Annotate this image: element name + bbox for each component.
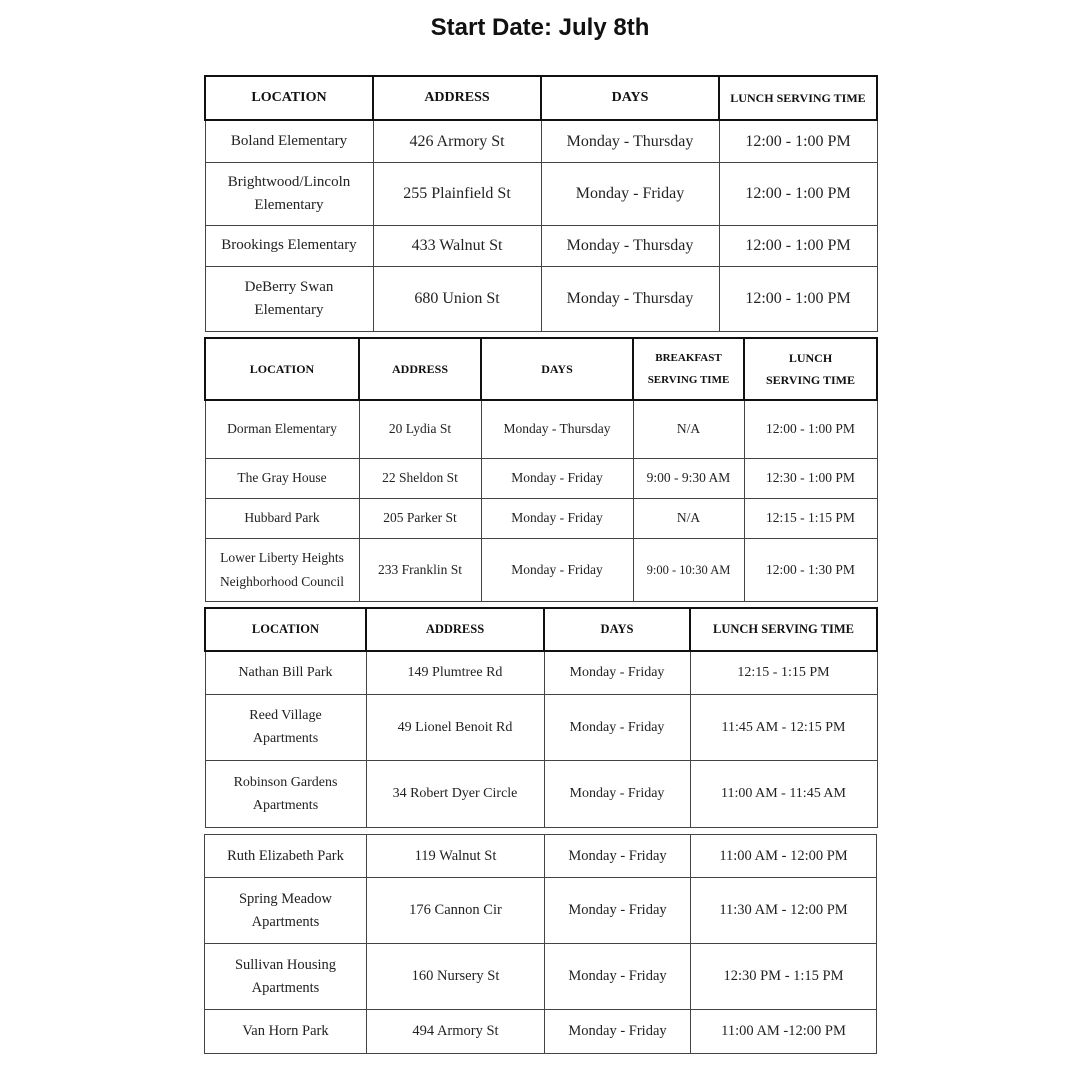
cell-address: 233 Franklin St xyxy=(359,538,481,601)
col-header-breakfast-time: BREAKFAST SERVING TIME xyxy=(633,338,744,400)
cell-address: 176 Cannon Cir xyxy=(367,878,545,944)
table-row xyxy=(205,835,877,878)
cell-address: 205 Parker St xyxy=(359,498,481,538)
table-row xyxy=(205,400,877,458)
cell-days: Monday - Friday xyxy=(481,538,633,601)
schedule-table-2 xyxy=(204,337,878,602)
cell-days: Monday - Friday xyxy=(545,944,691,1010)
cell-location: Lower Liberty Heights Neighborhood Council xyxy=(205,538,359,601)
cell-lunch-time: 12:00 - 1:00 PM xyxy=(744,400,877,458)
col-header-days: DAYS xyxy=(541,76,719,120)
table-row xyxy=(205,651,877,694)
cell-days: Monday - Friday xyxy=(545,1010,691,1054)
cell-days: Monday - Friday xyxy=(481,498,633,538)
table-row xyxy=(205,694,877,760)
cell-days: Monday - Friday xyxy=(545,835,691,878)
cell-lunch-time: 12:30 PM - 1:15 PM xyxy=(691,944,877,1010)
table-row xyxy=(205,498,877,538)
cell-breakfast-time: N/A xyxy=(633,400,744,458)
cell-breakfast-time: 9:00 - 9:30 AM xyxy=(633,458,744,498)
cell-location: Robinson Gardens Apartments xyxy=(205,760,366,827)
col-header-lunch-time: LUNCH SERVING TIME xyxy=(690,608,877,651)
cell-lunch-time: 12:00 - 1:30 PM xyxy=(744,538,877,601)
cell-days: Monday - Friday xyxy=(544,651,690,694)
table-header-row xyxy=(205,608,877,651)
col-header-location: LOCATION xyxy=(205,338,359,400)
cell-address: 119 Walnut St xyxy=(367,835,545,878)
table-row xyxy=(205,458,877,498)
cell-lunch-time: 11:30 AM - 12:00 PM xyxy=(691,878,877,944)
cell-lunch-time: 12:30 - 1:00 PM xyxy=(744,458,877,498)
table-row xyxy=(205,538,877,601)
cell-lunch-time: 11:00 AM - 12:00 PM xyxy=(691,835,877,878)
cell-location: The Gray House xyxy=(205,458,359,498)
cell-days: Monday - Friday xyxy=(544,760,690,827)
cell-location: Brookings Elementary xyxy=(205,225,373,266)
cell-lunch-time: 12:00 - 1:00 PM xyxy=(719,162,877,225)
cell-lunch-time: 12:15 - 1:15 PM xyxy=(690,651,877,694)
cell-days: Monday - Friday xyxy=(481,458,633,498)
col-header-address: ADDRESS xyxy=(359,338,481,400)
cell-location: Dorman Elementary xyxy=(205,400,359,458)
schedule-table-3 xyxy=(204,607,878,828)
col-header-location: LOCATION xyxy=(205,76,373,120)
col-header-lunch-time: LUNCH SERVING TIME xyxy=(719,76,877,120)
table-header-row xyxy=(205,76,877,120)
cell-location: Van Horn Park xyxy=(205,1010,367,1054)
cell-lunch-time: 12:15 - 1:15 PM xyxy=(744,498,877,538)
col-header-location: LOCATION xyxy=(205,608,366,651)
cell-location: Spring Meadow Apartments xyxy=(205,878,367,944)
table-row xyxy=(205,944,877,1010)
col-header-days: DAYS xyxy=(481,338,633,400)
cell-address: 680 Union St xyxy=(373,266,541,331)
table-row xyxy=(205,225,877,266)
cell-address: 433 Walnut St xyxy=(373,225,541,266)
cell-breakfast-time: N/A xyxy=(633,498,744,538)
cell-location: Boland Elementary xyxy=(205,120,373,162)
table-row xyxy=(205,120,877,162)
cell-days: Monday - Thursday xyxy=(541,266,719,331)
cell-address: 426 Armory St xyxy=(373,120,541,162)
cell-lunch-time: 11:45 AM - 12:15 PM xyxy=(690,694,877,760)
col-header-days: DAYS xyxy=(544,608,690,651)
cell-address: 34 Robert Dyer Circle xyxy=(366,760,544,827)
cell-days: Monday - Thursday xyxy=(481,400,633,458)
cell-location: Ruth Elizabeth Park xyxy=(205,835,367,878)
cell-lunch-time: 12:00 - 1:00 PM xyxy=(719,225,877,266)
col-header-lunch-time: LUNCH SERVING TIME xyxy=(744,338,877,400)
cell-address: 149 Plumtree Rd xyxy=(366,651,544,694)
cell-location: Hubbard Park xyxy=(205,498,359,538)
schedule-table-4 xyxy=(204,834,877,1054)
table-header-row xyxy=(205,338,877,400)
cell-address: 160 Nursery St xyxy=(367,944,545,1010)
cell-location: Nathan Bill Park xyxy=(205,651,366,694)
cell-breakfast-time: 9:00 - 10:30 AM xyxy=(633,538,744,601)
schedule-table-1 xyxy=(204,75,878,332)
cell-lunch-time: 12:00 - 1:00 PM xyxy=(719,120,877,162)
cell-lunch-time: 12:00 - 1:00 PM xyxy=(719,266,877,331)
table-row xyxy=(205,162,877,225)
cell-lunch-time: 11:00 AM -12:00 PM xyxy=(691,1010,877,1054)
cell-days: Monday - Thursday xyxy=(541,120,719,162)
cell-days: Monday - Friday xyxy=(541,162,719,225)
table-row xyxy=(205,1010,877,1054)
cell-lunch-time: 11:00 AM - 11:45 AM xyxy=(690,760,877,827)
cell-location: Brightwood/Lincoln Elementary xyxy=(205,162,373,225)
table-row xyxy=(205,760,877,827)
cell-location: Sullivan Housing Apartments xyxy=(205,944,367,1010)
cell-location: Reed Village Apartments xyxy=(205,694,366,760)
table-row xyxy=(205,878,877,944)
page-title: Start Date: July 8th xyxy=(430,14,650,41)
cell-address: 20 Lydia St xyxy=(359,400,481,458)
col-header-address: ADDRESS xyxy=(366,608,544,651)
table-row xyxy=(205,266,877,331)
cell-days: Monday - Friday xyxy=(544,694,690,760)
col-header-address: ADDRESS xyxy=(373,76,541,120)
cell-days: Monday - Thursday xyxy=(541,225,719,266)
cell-days: Monday - Friday xyxy=(545,878,691,944)
cell-location: DeBerry Swan Elementary xyxy=(205,266,373,331)
cell-address: 494 Armory St xyxy=(367,1010,545,1054)
cell-address: 255 Plainfield St xyxy=(373,162,541,225)
cell-address: 49 Lionel Benoit Rd xyxy=(366,694,544,760)
cell-address: 22 Sheldon St xyxy=(359,458,481,498)
